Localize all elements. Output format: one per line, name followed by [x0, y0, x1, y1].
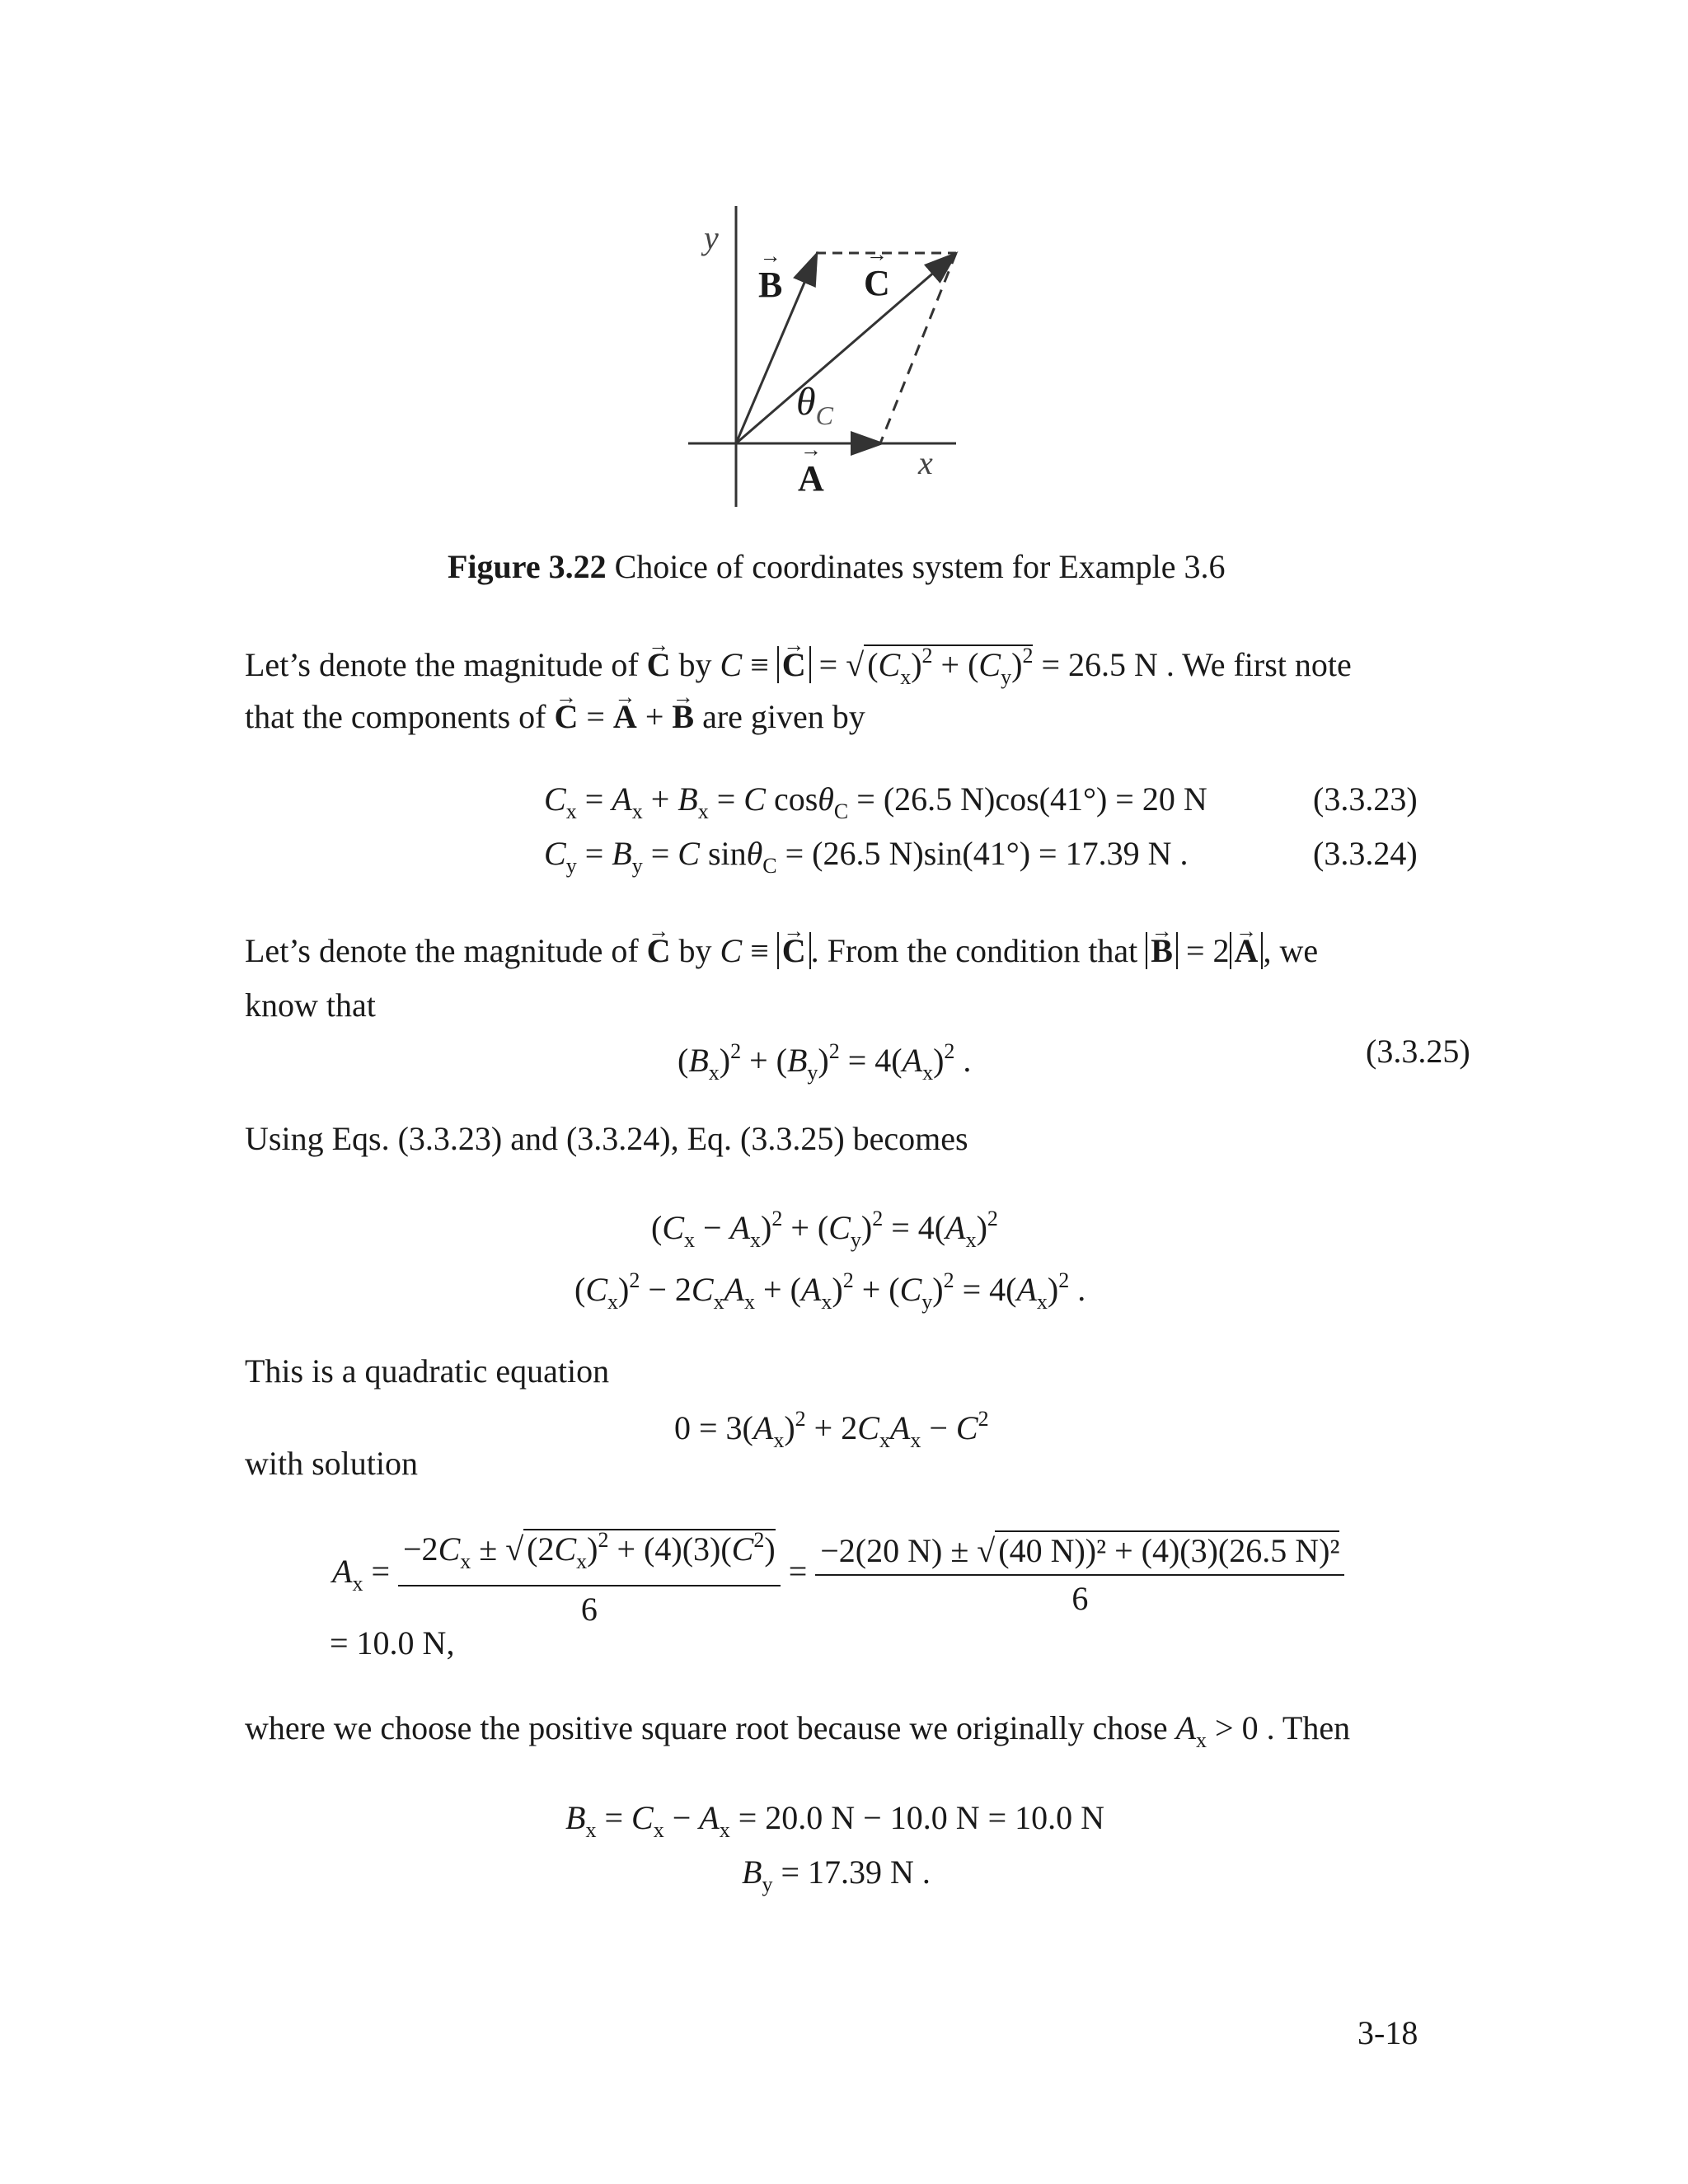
- equation-by: $B_y = 17.39$ N .: [742, 1854, 931, 1896]
- equation-expanded-1: $(C_x - A_x)^2 + (C_y)^2 = 4(A_x)^2$: [651, 1207, 998, 1252]
- para3: Using Eqs. (3.3.23) and (3.3.24), Eq. (3.3.25) becomes: [245, 1120, 968, 1157]
- figure-caption: Figure 3.22 Choice of coordinates system for Example 3.6: [448, 548, 1226, 585]
- para2-line2: know that: [245, 987, 376, 1024]
- vector-A-label: → A: [798, 457, 824, 499]
- equation-number-3-3-23: (3.3.23): [1313, 780, 1418, 818]
- figure: [676, 198, 973, 519]
- para1-line2: that the components of → C = → A + → B are given by: [245, 697, 865, 737]
- vector-B-label: → B: [758, 264, 782, 306]
- equation-3-3-25: $(B_x)^2 + (B_y)^2 = 4(A_x)^2$ .: [678, 1039, 972, 1085]
- equation-expanded-2: $(C_x)^2 - 2C_xA_x + (A_x)^2 + (C_y)^2 = 4(A_x)^2$ .: [574, 1268, 1086, 1314]
- solution-fraction-1: $\frac{-2C_x \pm √ (2C_x)^2 + (4)(3)(C^2)}{6}$: [398, 1521, 781, 1629]
- y-axis-label: y: [704, 219, 719, 256]
- para2-line1: Let’s denote the magnitude of → C by C ≡ → C . From the condition that → B = 2→ A , we: [245, 931, 1318, 971]
- solution-fraction-2: $\frac{\text{−2(20 N) ± √ (40 N))² + (4)(3)(26.5 N)²}}{6}$: [815, 1531, 1344, 1619]
- para4: This is a quadratic equation: [245, 1352, 610, 1390]
- equation-number-3-3-24: (3.3.24): [1313, 835, 1418, 872]
- page-number: 3-18: [1357, 2014, 1418, 2051]
- equation-3-3-24: $C_y = B_y = C$ sinθ$_C$ = (26.5 N)sin(41°) = 17.39 N .: [544, 835, 1189, 878]
- equation-bx: $B_x = C_x - A_x = 20.0$ N − 10.0 N = 10.0 N: [565, 1799, 1105, 1842]
- solution-equation: $A_x$ = $\frac{-2C_x \pm √ (2C_x)^2 + (4)(3)(C^2)}{6}$ = $\frac{\text{−2(20 N) ± √ (40 N))² + (4)(3)(26.5 N)²}}{6}$: [332, 1521, 1344, 1629]
- dashed-right: [880, 253, 956, 443]
- x-axis-label: x: [918, 444, 933, 481]
- equation-3-3-23: $C_x = A_x + B_x = C$ cosθ$_C$ = (26.5 N)cos(41°) = 20 N: [544, 780, 1207, 823]
- vector-C-label: → C: [864, 262, 890, 304]
- solution-result: = 10.0 N,: [330, 1624, 455, 1661]
- equation-number-3-3-25: (3.3.25): [1366, 1033, 1470, 1070]
- theta-label: $\theta_C$: [796, 380, 833, 430]
- para1-line1: Let’s denote the magnitude of → C by C ≡ → C = √ $(C_x)^2 + (C_y)^2 = 26.5$ N . We first note: [245, 636, 1415, 697]
- para5: with solution: [245, 1445, 419, 1482]
- para6: where we choose the positive square root because we originally chose $A_x > 0$ . Then: [245, 1709, 1351, 1752]
- quadratic-equation: $0 = 3(A_x)^2 + 2C_xA_x - C^2$: [674, 1407, 989, 1452]
